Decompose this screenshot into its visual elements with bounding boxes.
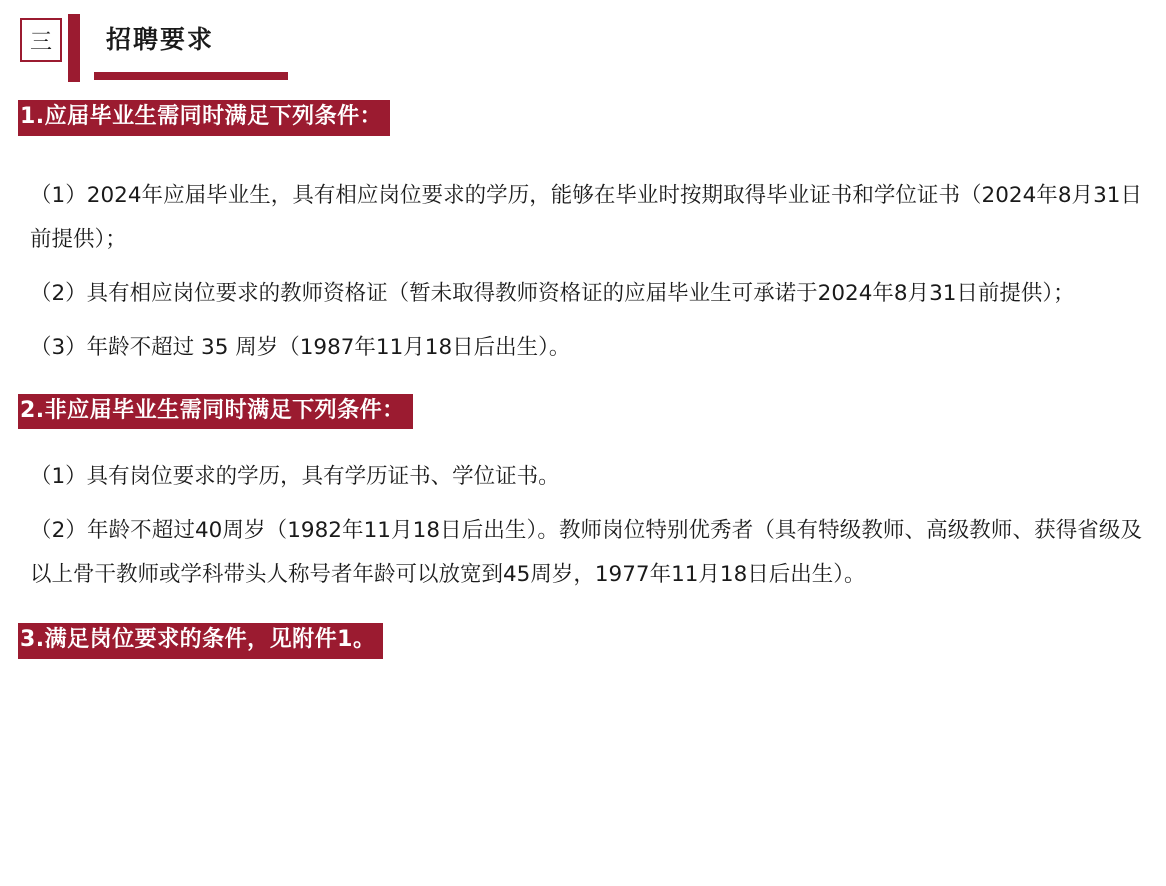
section-1-paragraph-1: （1）2024年应届毕业生，具有相应岗位要求的学历，能够在毕业时按期取得毕业证书和学位证书（2024年8月31日前提供）； [30, 182, 1142, 252]
spacer [18, 316, 1148, 326]
header-title-wrap [102, 16, 240, 66]
spacer [18, 499, 1148, 509]
section-2-body [18, 455, 1148, 597]
section-3-heading: 3.满足岗位要求的条件，见附件1。 [18, 623, 383, 659]
section-2-heading-row [18, 394, 1148, 430]
page-title: 招聘要求 [106, 25, 215, 54]
section-header [18, 0, 1148, 100]
section-2-paragraph-1: （1）具有岗位要求的学历，具有学历证书、学位证书。 [30, 464, 560, 490]
section-number-badge: 三 [20, 18, 62, 62]
section-1-heading-row [18, 100, 1148, 136]
section-1-body [18, 174, 1148, 370]
section-1-heading: 1.应届毕业生需同时满足下列条件： [18, 100, 390, 136]
spacer [18, 262, 1148, 272]
header-accent-bar [68, 14, 80, 82]
section-3-heading-row [18, 623, 1148, 659]
section-1-paragraph-3: （3）年龄不超过 35 周岁（1987年11月18日后出生）。 [30, 334, 571, 360]
section-2-heading: 2.非应届毕业生需同时满足下列条件： [18, 394, 413, 430]
title-underline [94, 72, 288, 80]
spacer [18, 597, 1148, 623]
section-1-paragraph-2: （2）具有相应岗位要求的教师资格证（暂未取得教师资格证的应届毕业生可承诺于2024年8月31日前提供）； [30, 280, 1075, 306]
spacer [18, 370, 1148, 394]
section-2-paragraph-2: （2）年龄不超过40周岁（1982年11月18日后出生）。教师岗位特别优秀者（具有特级教师、高级教师、获得省级及以上骨干教师或学科带头人称号者年龄可以放宽到45周岁，1977年11月18日后出生）。 [30, 518, 1142, 588]
